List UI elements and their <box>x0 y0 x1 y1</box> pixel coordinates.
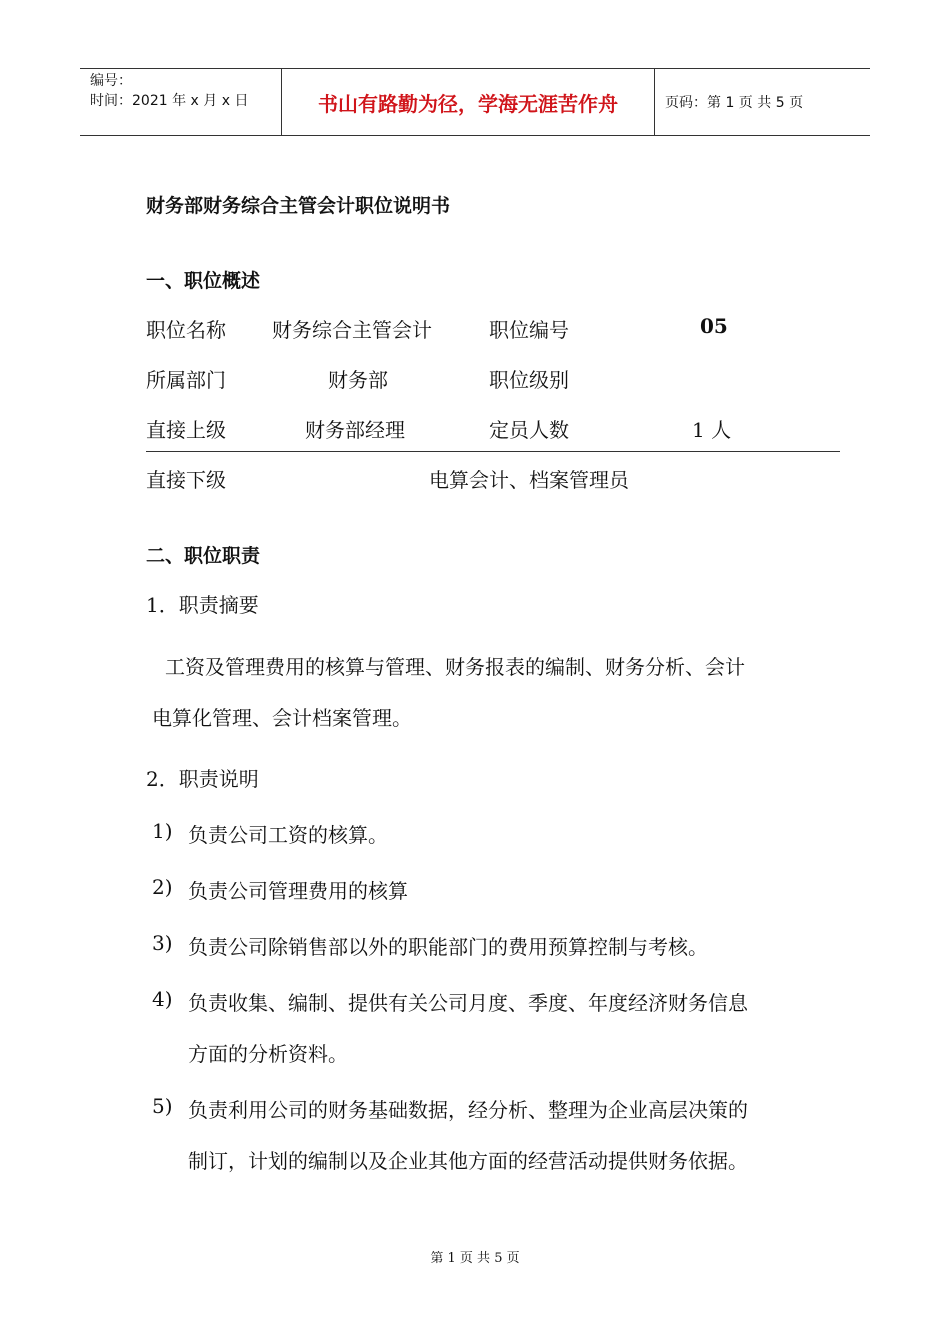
field-value: 财务综合主管会计 <box>272 318 432 342</box>
subsection-heading: 1．职责摘要 <box>146 593 259 617</box>
section-heading-duties: 二、职位职责 <box>146 545 261 567</box>
list-item: 负责收集、编制、提供有关公司月度、季度、年度经济财务信息 <box>188 991 748 1015</box>
field-label: 所属部门 <box>146 368 226 392</box>
list-item-continuation: 制订，计划的编制以及企业其他方面的经营活动提供财务依据。 <box>188 1149 748 1173</box>
document-title: 财务部财务综合主管会计职位说明书 <box>146 195 451 217</box>
header-meta <box>80 69 282 135</box>
field-label: 职位级别 <box>489 368 569 392</box>
list-item-number: 3) <box>152 931 173 955</box>
field-value: 财务部 <box>328 368 388 392</box>
section-heading-overview: 一、职位概述 <box>146 270 261 292</box>
list-item: 负责公司工资的核算。 <box>188 823 388 847</box>
summary-text: 工资及管理费用的核算与管理、财务报表的编制、财务分析、会计 <box>165 655 745 679</box>
list-item-number: 2) <box>152 875 173 899</box>
page-footer: 第 1 页 共 5 页 <box>430 1251 520 1266</box>
summary-text: 电算化管理、会计档案管理。 <box>152 706 412 730</box>
subsection-heading: 2．职责说明 <box>146 767 259 791</box>
table-divider <box>146 451 840 452</box>
motto: 书山有路勤为径，学海无涯苦作舟 <box>318 91 618 116</box>
header-motto-cell <box>282 69 655 135</box>
page-info: 页码：第 1 页 共 5 页 <box>665 95 804 111</box>
field-label: 职位名称 <box>146 318 226 342</box>
field-value: 05 <box>700 314 728 338</box>
time-label: 时间：2021 年 x 月 x 日 <box>90 93 249 109</box>
number-label: 编号： <box>90 73 132 89</box>
field-label: 直接上级 <box>146 418 226 442</box>
document-header <box>80 68 870 136</box>
list-item-number: 4) <box>152 987 173 1011</box>
field-label: 定员人数 <box>489 418 569 442</box>
field-label: 职位编号 <box>489 318 569 342</box>
list-item-number: 5) <box>152 1094 173 1118</box>
field-label: 直接下级 <box>146 468 226 492</box>
field-value: 财务部经理 <box>305 418 405 442</box>
list-item: 负责公司管理费用的核算 <box>188 879 408 903</box>
list-item: 负责公司除销售部以外的职能部门的费用预算控制与考核。 <box>188 935 708 959</box>
field-value: 电算会计、档案管理员 <box>429 468 629 492</box>
field-value: 1 人 <box>692 418 732 442</box>
list-item-number: 1) <box>152 819 173 843</box>
list-item-continuation: 方面的分析资料。 <box>188 1042 348 1066</box>
list-item: 负责利用公司的财务基础数据，经分析、整理为企业高层决策的 <box>188 1098 748 1122</box>
